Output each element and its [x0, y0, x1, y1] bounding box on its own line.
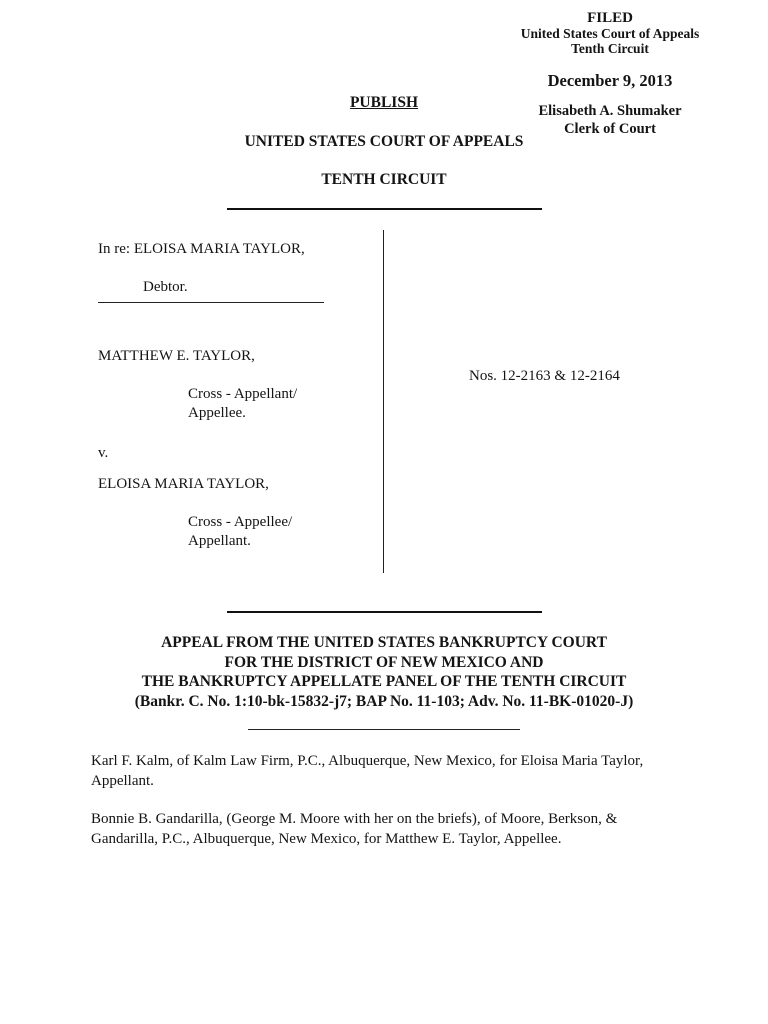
filed-court-line2: Tenth Circuit: [571, 41, 649, 56]
versus-label: v.: [98, 445, 109, 461]
appeal-rule: [248, 729, 520, 730]
appeal-line1: APPEAL FROM THE UNITED STATES BANKRUPTCY COURT: [161, 634, 607, 651]
clerk-name: Elisabeth A. Shumaker: [538, 103, 682, 119]
header-rule: [227, 208, 542, 210]
party1-role: [188, 385, 297, 423]
counsel-appellee: Bonnie B. Gandarilla, (George M. Moore with her on the briefs), of Moore, Berkson, & Gandarilla, P.C., Albuquerque, New Mexico, for Matthew E. Taylor, Appellee.: [91, 811, 618, 847]
party1-name: MATTHEW E. TAYLOR,: [98, 348, 255, 364]
party2-role: [188, 513, 292, 551]
clerk-title: Clerk of Court: [564, 121, 656, 137]
party1-role-line1: Cross - Appellant/: [188, 386, 298, 402]
appeal-line3: THE BANKRUPTCY APPELLATE PANEL OF THE TENTH CIRCUIT: [141, 673, 627, 690]
filed-court-line1: United States Court of Appeals: [520, 26, 700, 41]
filed-label: FILED: [587, 10, 633, 26]
filed-stamp: [500, 10, 720, 56]
debtor-label: Debtor.: [143, 279, 188, 295]
publish-heading: PUBLISH: [349, 94, 419, 111]
appeal-line2: FOR THE DISTRICT OF NEW MEXICO AND: [224, 653, 544, 671]
in-re-line: In re: ELOISA MARIA TAYLOR,: [98, 241, 305, 257]
counsel-appellant: Karl F. Kalm, of Kalm Law Firm, P.C., Albuquerque, New Mexico, for Eloisa Maria Taylor, Appellant.: [91, 753, 644, 789]
circuit-heading: TENTH CIRCUIT: [321, 171, 447, 188]
case-numbers: Nos. 12-2163 & 12-2164: [469, 368, 620, 384]
party2-role-line1: Cross - Appellee/: [188, 514, 293, 530]
caption-divider: [383, 230, 384, 573]
party1-role-line2: Appellee.: [188, 405, 246, 421]
court-heading: UNITED STATES COURT OF APPEALS: [244, 133, 524, 150]
appeal-block: [60, 633, 708, 711]
caption-separator: [98, 302, 324, 304]
party2-role-line2: Appellant.: [188, 533, 251, 549]
filed-date: December 9, 2013: [547, 71, 673, 90]
caption-bottom-rule: [227, 611, 542, 613]
appeal-line4: (Bankr. C. No. 1:10-bk-15832-j7; BAP No. 11-103; Adv. No. 11-BK-01020-J): [134, 692, 634, 710]
party2-name: ELOISA MARIA TAYLOR,: [98, 476, 269, 492]
